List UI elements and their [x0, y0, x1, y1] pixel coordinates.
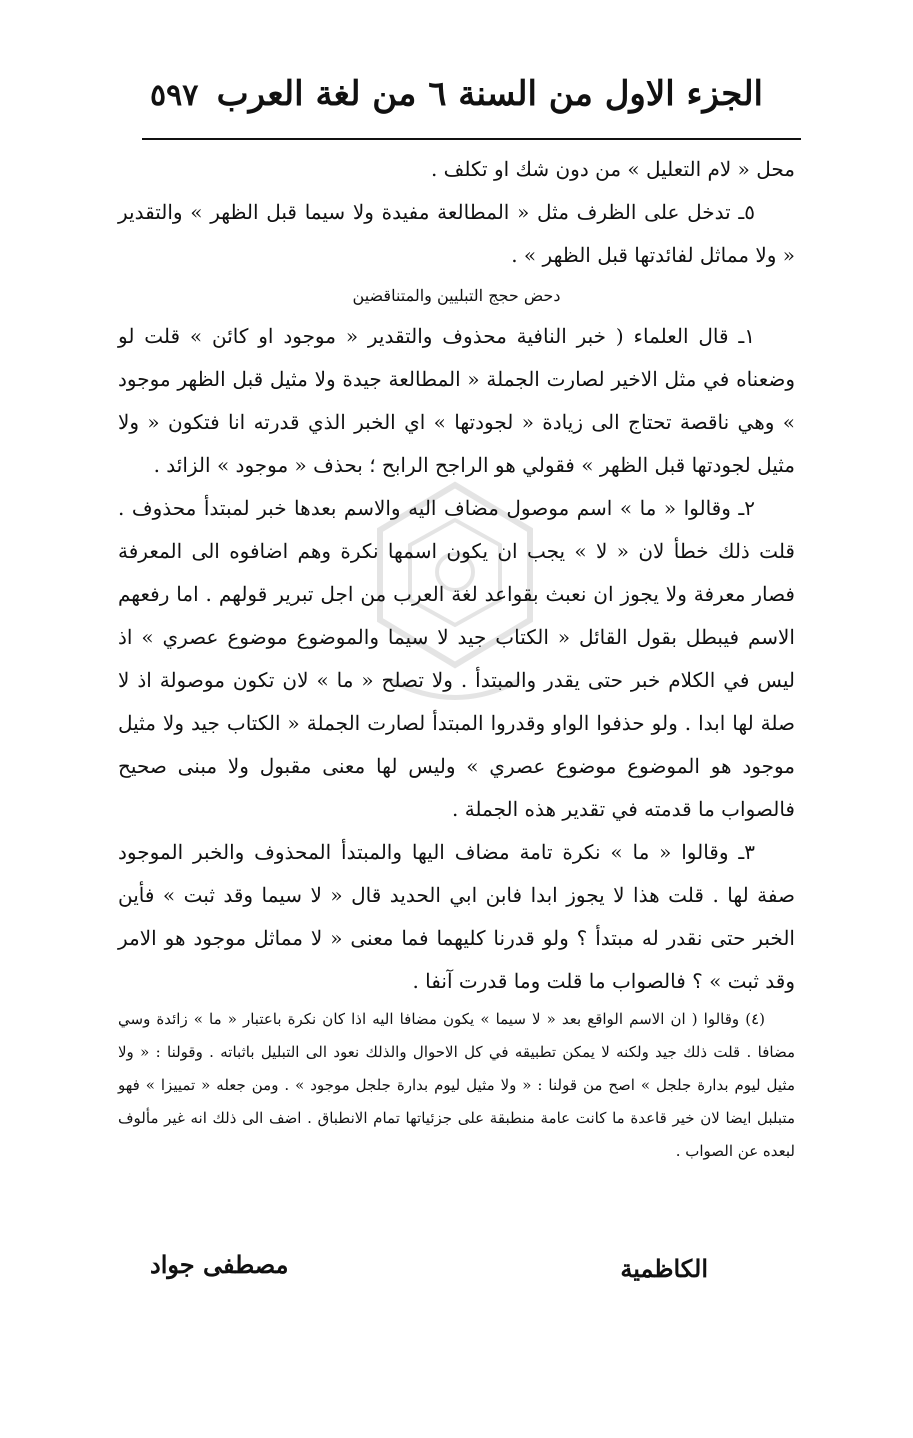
- running-title: الجزء الاول من السنة ٦ من لغة العرب: [216, 74, 763, 114]
- paragraph-refutation-4: (٤) وقالوا ( ان الاسم الواقع بعد « لا سيما » يكون مضافا اليه اذا كان نكرة باعتبار « ما » زائدة وسي مضافا . قلت ذلك جيد ولكنه لا يمكن تطبيقه في كل الاحوال والذلك نعود الى التبليل باثباته . وقولنا : « ولا مثيل ليوم بدارة جلجل » اصح من قولنا : « ولا مثيل ليوم بدارة جلجل موجود » . ومن جعله « تمييزا » فهو متبلبل ايضا لان خير قاعدة ما كانت عامة منطبقة على جزئياتها تمام الانطباق . اضف الى ذلك انه غير مألوف لبعده عن الصواب .: [118, 1010, 795, 1160]
- author-signature: [150, 1250, 708, 1300]
- paragraph-point-5: ٥ـ تدخل على الظرف مثل « المطالعة مفيدة ولا سيما قبل الظهر » والتقدير « ولا مماثل لفائدتها قبل الظهر » .: [118, 200, 795, 267]
- page-number: ٥٩٧: [150, 78, 199, 113]
- section-heading: دحض حجج التبليين والمتناقضين: [352, 286, 561, 305]
- author-name: مصطفى جواد: [150, 1250, 289, 1279]
- header-rule: [142, 138, 801, 140]
- paragraph-refutation-1: ١ـ قال العلماء ( خبر النافية محذوف والتقدير « موجود او كائن » قلت لو وضعناه في مثل الاخير لصارت الجملة « المطالعة جيدة ولا مثيل قبل الظهر موجود » وهي ناقصة تحتاج الى زيادة « لجودتها » اي الخبر الذي قدرته انا فتكون « ولا مثيل لجودتها قبل الظهر » فقولي هو الراجح الرابح ؛ بحذف « موجود » الزائد .: [118, 324, 795, 477]
- paragraph-refutation-3: ٣ـ وقالوا « ما » نكرة تامة مضاف اليها والمبتدأ المحذوف والخبر الموجود صفة لها . قلت هذا لا يجوز ابدا فابن ابي الحديد قال « لا سيما وقد ثبت » فأين الخبر حتى نقدر له مبتدأ ؟ ولو قدرنا كليهما فما معنى « لا مماثل موجود هو الامر وقد ثبت » ؟ فالصواب ما قلت وما قدرت آنفا .: [118, 840, 795, 993]
- page-header: [150, 68, 763, 128]
- author-location: الكاظمية: [620, 1254, 708, 1283]
- paragraph-intro-end: محل « لام التعليل » من دون شك او تكلف .: [430, 157, 795, 181]
- paragraph-refutation-2: ٢ـ وقالوا « ما » اسم موصول مضاف اليه والاسم بعدها خبر لمبتدأ محذوف . قلت ذلك خطأ لان « لا » يجب ان يكون اسمها نكرة وهم اضافوه الى المعرفة فصار معرفة ولا يجوز ان نعبث بقواعد لغة العرب من اجل تبرير قولهم . اما رفعهم الاسم فيبطل بقول القائل « الكتاب جيد لا سيما والموضوع موضوع عصري » اذ ليس في الكلام خبر حتى يقدر والمبتدأ . ولا تصلح « ما » لان تكون موصولة اذ لا صلة لها ابدا . ولو حذفوا الواو وقدروا المبتدأ لصارت الجملة « الكتاب جيد ولا مثيل موجود هو الموضوع موضوع عصري » وليس لها معنى مقبول ولا مبنى صحيح فالصواب ما قدمته في تقدير هذه الجملة .: [118, 496, 795, 821]
- article-body: [118, 148, 795, 1168]
